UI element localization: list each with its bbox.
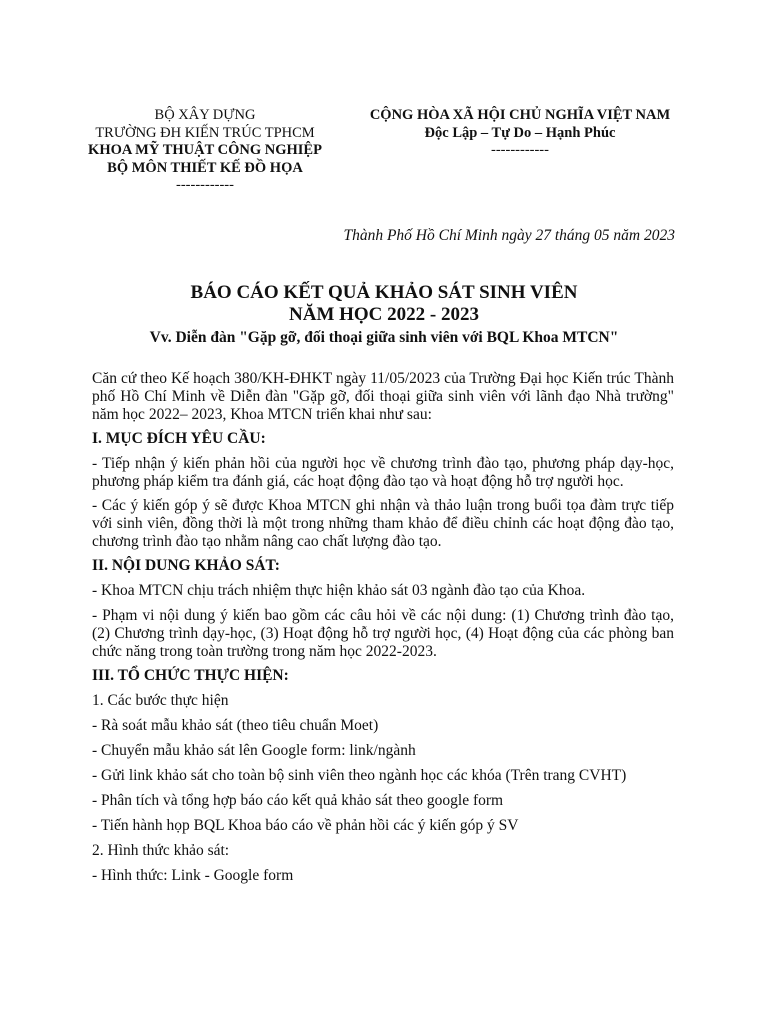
section-2-paragraph-2: - Phạm vi nội dung ý kiến bao gồm các câu hỏi về các nội dung: (1) Chương trình đào tạo, (2) Chương trình dạy-học, (3) Hoạt động hỗ trợ người học, (4) Hoạt động của các phòng ban chức năng trong toàn trường trong năm học 2022-2023. xyxy=(92,607,674,660)
section-3-step-3: - Gửi link khảo sát cho toàn bộ sinh viên theo ngành học các khóa (Trên trang CVHT) xyxy=(92,767,627,784)
section-1-paragraph-2: - Các ý kiến góp ý sẽ được Khoa MTCN ghi nhận và thảo luận trong buổi tọa đàm trực tiếp với sinh viên, đồng thời là một trong những tham khảo để điều chỉnh các hoạt động đào tạo, chương trình đào tạo nhằm nâng cao chất lượng đào tạo. xyxy=(92,497,674,550)
country-name: CỘNG HÒA XÃ HỘI CHỦ NGHĨA VIỆT NAM xyxy=(369,107,671,123)
section-2-heading: II. NỘI DUNG KHẢO SÁT: xyxy=(92,557,280,574)
section-3-subheading-2: 2. Hình thức khảo sát: xyxy=(92,842,230,859)
national-motto: Độc Lập – Tự Do – Hạnh Phúc xyxy=(424,124,616,141)
department-name: BỘ MÔN THIẾT KẾ ĐỒ HỌA xyxy=(107,159,303,176)
university-name: TRƯỜNG ĐH KIẾN TRÚC TPHCM xyxy=(95,124,315,141)
section-2-paragraph-1: - Khoa MTCN chịu trách nhiệm thực hiện khảo sát 03 ngành đào tạo của Khoa. xyxy=(92,582,586,599)
section-3-step-4: - Phân tích và tổng hợp báo cáo kết quả khảo sát theo google form xyxy=(92,792,504,809)
section-1-paragraph-1: - Tiếp nhận ý kiến phản hồi của người học về chương trình đào tạo, phương pháp dạy-học, phương pháp kiểm tra đánh giá, các hoạt động đào tạo và hoạt động hỗ trợ người học. xyxy=(92,455,674,490)
intro-paragraph: Căn cứ theo Kế hoạch 380/KH-ĐHKT ngày 11/05/2023 của Trường Đại học Kiến trúc Thành phố Hồ Chí Minh về Diễn đàn "Gặp gỡ, đối thoại giữa sinh viên với lãnh đạo Nhà trường" năm học 2022– 2023, Khoa MTCN triển khai như sau: xyxy=(92,370,674,423)
ministry-name: BỘ XÂY DỰNG xyxy=(154,107,256,123)
header-left-rule: ------------ xyxy=(176,177,234,193)
document-body xyxy=(92,370,674,892)
section-3-step-5: - Tiến hành họp BQL Khoa báo cáo về phản hồi các ý kiến góp ý SV xyxy=(92,817,519,834)
title-block xyxy=(70,282,698,348)
header-right xyxy=(355,107,685,160)
report-year: NĂM HỌC 2022 - 2023 xyxy=(289,304,479,325)
faculty-name: KHOA MỸ THUẬT CÔNG NGHIỆP xyxy=(88,142,322,158)
report-title: BÁO CÁO KẾT QUẢ KHẢO SÁT SINH VIÊN xyxy=(190,282,578,303)
dateline: Thành Phố Hồ Chí Minh ngày 27 tháng 05 năm 2023 xyxy=(343,227,675,244)
report-subject: Vv. Diễn đàn "Gặp gỡ, đối thoại giữa sinh viên với BQL Khoa MTCN" xyxy=(149,329,619,346)
header-right-rule: ------------ xyxy=(491,142,549,158)
section-3-step-1: - Rà soát mẫu khảo sát (theo tiêu chuẩn Moet) xyxy=(92,717,379,734)
section-3-step-2: - Chuyển mẫu khảo sát lên Google form: link/ngành xyxy=(92,742,416,759)
header-left xyxy=(70,107,340,195)
section-3-subheading-1: 1. Các bước thực hiện xyxy=(92,692,229,709)
section-3-step-6: - Hình thức: Link - Google form xyxy=(92,867,294,884)
section-3-heading: III. TỔ CHỨC THỰC HIỆN: xyxy=(92,667,289,684)
section-1-heading: I. MỤC ĐÍCH YÊU CẦU: xyxy=(92,430,266,447)
